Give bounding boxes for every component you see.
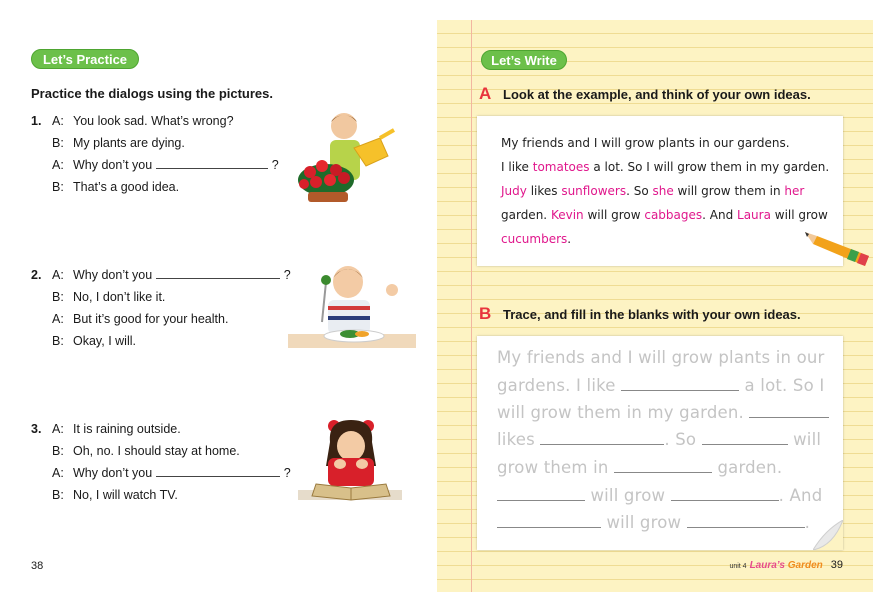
dialog-text: My plants are dying. — [73, 136, 185, 150]
dialog-number: 1. — [31, 114, 42, 128]
fill-blank[interactable] — [702, 431, 788, 445]
trace-line-5: grow them in garden. — [497, 458, 783, 477]
pencil-icon — [805, 228, 873, 268]
dialog-text: That’s a good idea. — [73, 180, 180, 194]
speaker: B: — [52, 136, 64, 150]
fill-blank[interactable] — [687, 514, 805, 528]
dialog-text: Oh, no. I should stay at home. — [73, 444, 240, 458]
girl-reading-book-illustration — [298, 412, 404, 504]
dialog-text: You look sad. What’s wrong? — [73, 114, 234, 128]
example-line-3: Judy likes sunflowers. So she will grow them in her — [501, 184, 805, 198]
trace-line-4: likes . So will — [497, 430, 822, 449]
trace-card — [477, 336, 843, 550]
question-mark: ? — [271, 158, 279, 172]
trace-line-3: will grow them in my garden. — [497, 403, 829, 422]
speaker: B: — [52, 334, 64, 348]
section-b-letter: B — [479, 304, 492, 323]
section-a-title: Look at the example, and think of your own ideas. — [503, 87, 811, 102]
trace-line-6: will grow . And — [497, 486, 822, 505]
dialog-text: No, I don’t like it. — [73, 290, 166, 304]
page-curl-decoration — [813, 520, 843, 550]
speaker: A: — [52, 422, 64, 436]
unit-title: Laura’s Garden — [749, 560, 823, 571]
fill-blank[interactable] — [621, 377, 739, 391]
right-page-notebook — [437, 20, 873, 592]
answer-blank[interactable] — [156, 463, 280, 477]
example-card — [477, 116, 843, 266]
speaker: B: — [52, 290, 64, 304]
answer-blank[interactable] — [156, 265, 280, 279]
unit-label: unit 4 — [729, 563, 747, 570]
dialog-text: Okay, I will. — [73, 334, 136, 348]
trace-line-2: gardens. I like a lot. So I — [497, 376, 825, 395]
example-line-2: I like tomatoes a lot. So I will grow them in my garden. — [501, 160, 830, 174]
example-line-5: cucumbers. — [501, 232, 572, 246]
fill-blank[interactable] — [749, 404, 829, 418]
fill-blank[interactable] — [497, 487, 585, 501]
lets-practice-label: Let’s Practice — [31, 49, 139, 69]
page-number-left: 38 — [31, 560, 44, 572]
speaker: B: — [52, 488, 64, 502]
fill-blank[interactable] — [497, 514, 601, 528]
question-mark: ? — [283, 268, 291, 282]
speaker: B: — [52, 180, 64, 194]
boy-eating-vegetables-illustration — [288, 262, 416, 348]
boy-watering-flowers-illustration — [296, 108, 400, 204]
dialog-text: No, I will watch TV. — [73, 488, 178, 502]
speaker: A: — [52, 268, 64, 282]
example-line-4: garden. Kevin will grow cabbages. And Laura will grow — [501, 208, 828, 222]
section-b-title: Trace, and fill in the blanks with your own ideas. — [503, 307, 801, 322]
speaker: B: — [52, 444, 64, 458]
dialog-text: Why don’t you — [73, 268, 153, 282]
page-footer-right — [729, 559, 843, 571]
notebook-margin-line — [471, 20, 472, 592]
fill-blank[interactable] — [540, 431, 664, 445]
fill-blank[interactable] — [614, 459, 712, 473]
speaker: A: — [52, 114, 64, 128]
fill-blank[interactable] — [671, 487, 779, 501]
lets-write-label: Let’s Write — [481, 50, 567, 70]
section-a-letter: A — [479, 84, 492, 103]
dialog-text: Why don’t you — [73, 158, 153, 172]
dialog-text: It is raining outside. — [73, 422, 181, 436]
question-mark: ? — [283, 466, 291, 480]
dialog-number: 2. — [31, 268, 42, 282]
dialog-text: Why don’t you — [73, 466, 153, 480]
speaker: A: — [52, 466, 64, 480]
trace-line-7: will grow . — [497, 513, 810, 532]
example-line-1: My friends and I will grow plants in our gardens. — [501, 136, 790, 150]
trace-line-1: My friends and I will grow plants in our — [497, 348, 825, 367]
page-number-right: 39 — [830, 559, 843, 571]
dialog-number: 3. — [31, 422, 42, 436]
dialog-text: But it’s good for your health. — [73, 312, 229, 326]
practice-instruction: Practice the dialogs using the pictures. — [31, 86, 274, 101]
speaker: A: — [52, 312, 64, 326]
speaker: A: — [52, 158, 64, 172]
answer-blank[interactable] — [156, 155, 268, 169]
